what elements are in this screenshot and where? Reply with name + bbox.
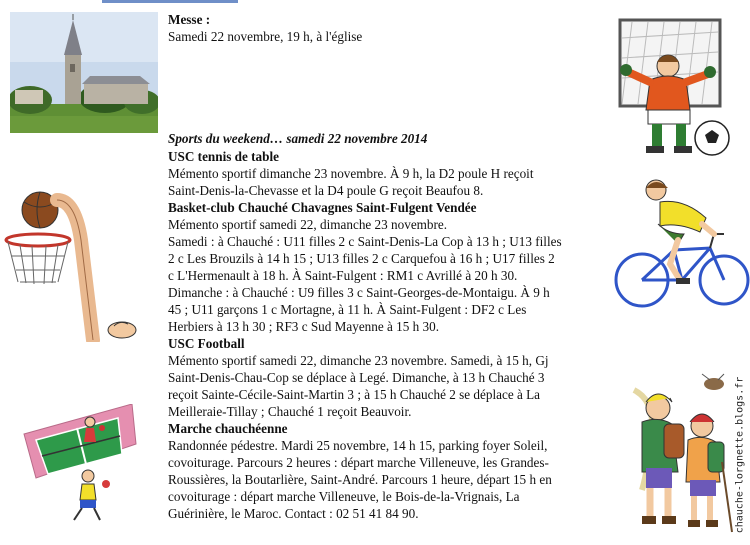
section-line: reçoit Sainte-Cécile-Saint-Martin 3 ; à 15 h Chauché 2 se déplace à La (168, 386, 541, 402)
section-line: Mémento sportif samedi 22, dimanche 23 novembre. Samedi, à 15 h, Gj (168, 352, 549, 368)
section-line: Mémento sportif dimanche 23 novembre. À 9 h, la D2 poule H reçoit (168, 165, 534, 181)
section-title: Marche chauchéenne (168, 420, 288, 436)
cyclist-illustration (612, 178, 750, 314)
section-line: covoiturage. Parcours 2 heures : départ marche Villeneuve, les Grandes- (168, 454, 549, 470)
section-line: Guérinière, le Maroc. Contact : 02 51 41 84 90. (168, 505, 419, 521)
section-line: covoiturage : départ marche Villeneuve, le Bois-de-la-Vrignais, La (168, 488, 520, 504)
sports-heading: Sports du weekend… samedi 22 novembre 2014 (168, 131, 428, 146)
church-photo (10, 12, 158, 133)
section-line: Randonnée pédestre. Mardi 25 novembre, 14 h 15, parking foyer Soleil, (168, 437, 548, 453)
section-line: 45 ; U11 garçons 1 c Mortagne, à 11 h. À Saint-Fulgent : DF2 c Les (168, 301, 527, 317)
section-title: Basket-club Chauché Chavagnes Saint-Fulgent Vendée (168, 199, 477, 215)
ping-pong-illustration (20, 404, 140, 524)
section-line: Meilleraie-Tillay ; Chauché 1 reçoit Beauvoir. (168, 403, 412, 419)
section-line: c L'Hermenault à 18 h. À Saint-Fulgent : RM1 c Avrillé à 20 h 30. (168, 267, 518, 283)
section-line: Saint-Denis-la-Chevasse et la D4 poule G reçoit Beaufou 8. (168, 182, 484, 198)
hikers-illustration (614, 372, 736, 540)
section-title: USC Football (168, 335, 245, 351)
messe-line: Samedi 22 novembre, 19 h, à l'église (168, 29, 363, 44)
goalkeeper-illustration (612, 14, 732, 164)
section-line: Roussières, la Boutarlière, Saint-André. Parcours 1 heure, départ 15 h en (168, 471, 552, 487)
section-line: Saint-Denis-Chau-Cop se déplace à Legé. Dimanche, à 13 h Chauché 3 (168, 369, 545, 385)
section-line: Mémento sportif samedi 22, dimanche 23 novembre. (168, 216, 448, 232)
messe-title: Messe : (168, 12, 211, 27)
section-line: Samedi : à Chauché : U11 filles 2 c Saint-Denis-La Cop à 13 h ; U13 filles (168, 233, 562, 249)
section-line: 2 c Les Brouzils à 14 h 15 ; U13 filles 2 c Carquefou à 16 h ; U17 filles 2 (168, 250, 555, 266)
blog-watermark: chauche-lorgnette.blogs.fr (734, 376, 746, 534)
basketball-dunk-illustration (2, 190, 142, 342)
section-title: USC tennis de table (168, 148, 280, 164)
top-accent-line (102, 0, 238, 3)
section-line: Herbiers à 13 h 30 ; RF3 c Sud Mayenne à 15 h 30. (168, 318, 440, 334)
section-line: Dimanche : à Chauché : U9 filles 3 c Saint-Georges-de-Montaigu. À 9 h (168, 284, 550, 300)
